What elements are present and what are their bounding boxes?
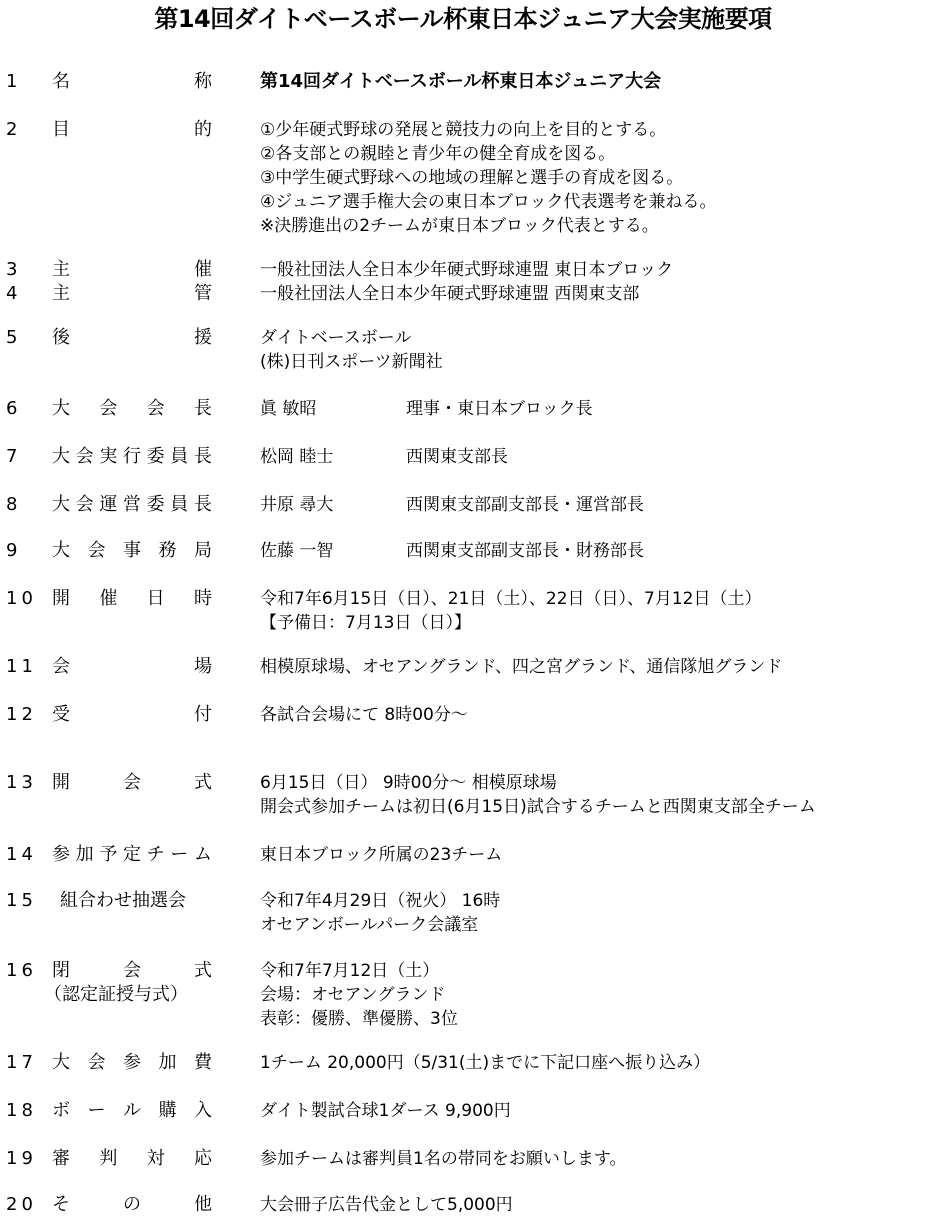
content-line: 6月15日（日） 9時00分～ 相模原球場 xyxy=(260,773,557,793)
content-line: 参加チームは審判員1名の帯同をお願いします。 xyxy=(260,1149,627,1169)
content-line: 第14回ダイトベースボール杯東日本ジュニア大会 xyxy=(260,71,662,92)
item-number: 15 xyxy=(6,890,37,911)
item-label: 審 判 対 応 xyxy=(52,1148,212,1169)
item-label: 大 会 運 営 委 員 長 xyxy=(52,494,212,515)
item-content xyxy=(260,258,924,282)
content-line: 令和7年7月12日（土） xyxy=(260,961,440,981)
item-number: 4 xyxy=(6,283,22,304)
item-number: 8 xyxy=(6,494,22,515)
content-line: 会場：オセアングランド xyxy=(260,985,446,1005)
item-number: 7 xyxy=(6,446,22,467)
person-role: 西関東支部長 xyxy=(406,447,508,467)
item-content xyxy=(260,1099,924,1123)
item-number: 17 xyxy=(6,1052,37,1073)
content-line: オセアンボールパーク会議室 xyxy=(260,915,479,935)
person-name: 井原 尋大 xyxy=(260,495,334,515)
content-line: ダイトベースボール xyxy=(260,328,412,348)
item-content xyxy=(260,445,924,469)
item-label: 閉 会 式 （認定証授与式） xyxy=(44,960,212,1005)
content-line: 表彰：優勝、準優勝、3位 xyxy=(260,1009,458,1029)
item-number: 16 xyxy=(6,960,37,981)
item-content xyxy=(260,703,924,727)
item-number: 1 xyxy=(6,71,22,92)
content-line: ④ジュニア選手権大会の東日本ブロック代表選考を兼ねる。 xyxy=(260,192,717,212)
item-content xyxy=(260,1147,924,1171)
item-label: 大 会 実 行 委 員 長 xyxy=(52,446,212,467)
content-line: ※決勝進出の2チームが東日本ブロック代表とする。 xyxy=(260,216,659,236)
content-line: (株)日刊スポーツ新聞社 xyxy=(260,352,443,372)
item-content xyxy=(260,1193,924,1217)
item-content xyxy=(260,1051,924,1075)
item-label: 名 称 xyxy=(52,71,212,92)
content-line: 【予備日：7月13日（日）】 xyxy=(260,613,471,633)
content-line: 令和7年6月15日（日）、21日（土）、22日（日）、7月12日（土） xyxy=(260,589,762,609)
item-number: 18 xyxy=(6,1100,37,1121)
item-label: 目 的 xyxy=(52,119,212,140)
item-label: 受 付 xyxy=(52,704,212,725)
item-content xyxy=(260,889,924,937)
content-line: ①少年硬式野球の発展と競技力の向上を目的とする。 xyxy=(260,120,667,140)
item-label: 大 会 会 長 xyxy=(52,398,212,419)
item-label: 開 会 式 xyxy=(52,772,212,793)
content-line: 一般社団法人全日本少年硬式野球連盟 東日本ブロック xyxy=(260,260,674,280)
item-number: 13 xyxy=(6,772,37,793)
item-number: 5 xyxy=(6,327,22,348)
item-label: 主 管 xyxy=(52,283,212,304)
item-number: 12 xyxy=(6,704,37,725)
content-line: 大会冊子広告代金として5,000円 xyxy=(260,1195,513,1215)
item-number: 10 xyxy=(6,588,37,609)
item-number: 14 xyxy=(6,844,37,865)
content-line: 各試合会場にて 8時00分～ xyxy=(260,705,468,725)
content-line: ②各支部との親睦と青少年の健全育成を図る。 xyxy=(260,144,616,164)
item-number: 20 xyxy=(6,1194,37,1215)
content-line: 一般社団法人全日本少年硬式野球連盟 西関東支部 xyxy=(260,284,640,304)
item-content xyxy=(260,118,924,238)
content-line: 令和7年4月29日（祝火） 16時 xyxy=(260,891,501,911)
item-content xyxy=(260,539,924,563)
item-label: 組合わせ抽選会 xyxy=(60,890,186,911)
item-content xyxy=(260,843,924,867)
item-content xyxy=(260,655,924,679)
person-name: 眞 敏昭 xyxy=(260,399,317,419)
item-content xyxy=(260,326,924,374)
item-label: 参 加 予 定 チ ー ム xyxy=(52,844,212,865)
item-content xyxy=(260,397,924,421)
content-line: ダイト製試合球1ダース 9,900円 xyxy=(260,1101,511,1121)
item-content xyxy=(260,959,924,1031)
person-role: 西関東支部副支部長・運営部長 xyxy=(406,495,644,515)
item-content xyxy=(260,493,924,517)
item-label: 主 催 xyxy=(52,259,212,280)
item-label: 大 会 事 務 局 xyxy=(52,540,212,561)
item-content xyxy=(260,70,924,94)
item-content xyxy=(260,587,924,635)
person-name: 松岡 睦士 xyxy=(260,447,334,467)
item-label: 会 場 xyxy=(52,656,212,677)
item-label: 開 催 日 時 xyxy=(52,588,212,609)
item-number: 2 xyxy=(6,119,22,140)
item-number: 11 xyxy=(6,656,37,677)
item-label: 大 会 参 加 費 xyxy=(52,1052,212,1073)
item-number: 3 xyxy=(6,259,22,280)
item-label: ボ ー ル 購 入 xyxy=(52,1100,212,1121)
person-role: 西関東支部副支部長・財務部長 xyxy=(406,541,644,561)
item-number: 6 xyxy=(6,398,22,419)
content-line: 東日本ブロック所属の23チーム xyxy=(260,845,503,865)
page-title: 第14回ダイトベースボール杯東日本ジュニア大会実施要項 xyxy=(154,5,772,33)
content-line: 開会式参加チームは初日(6月15日)試合するチームと西関東支部全チーム xyxy=(260,797,816,817)
item-label: そ の 他 xyxy=(52,1194,212,1215)
content-line: 1チーム 20,000円（5/31(土)までに下記口座へ振り込み） xyxy=(260,1053,711,1073)
item-number: 19 xyxy=(6,1148,37,1169)
person-name: 佐藤 一智 xyxy=(260,541,334,561)
person-role: 理事・東日本ブロック長 xyxy=(406,399,593,419)
item-content xyxy=(260,282,924,306)
item-content xyxy=(260,771,924,819)
content-line: 相模原球場、オセアングランド、四之宮グランド、通信隊旭グランド xyxy=(260,657,783,677)
content-line: ③中学生硬式野球への地域の理解と選手の育成を図る。 xyxy=(260,168,684,188)
item-label: 後 援 xyxy=(52,327,212,348)
item-number: 9 xyxy=(6,540,22,561)
